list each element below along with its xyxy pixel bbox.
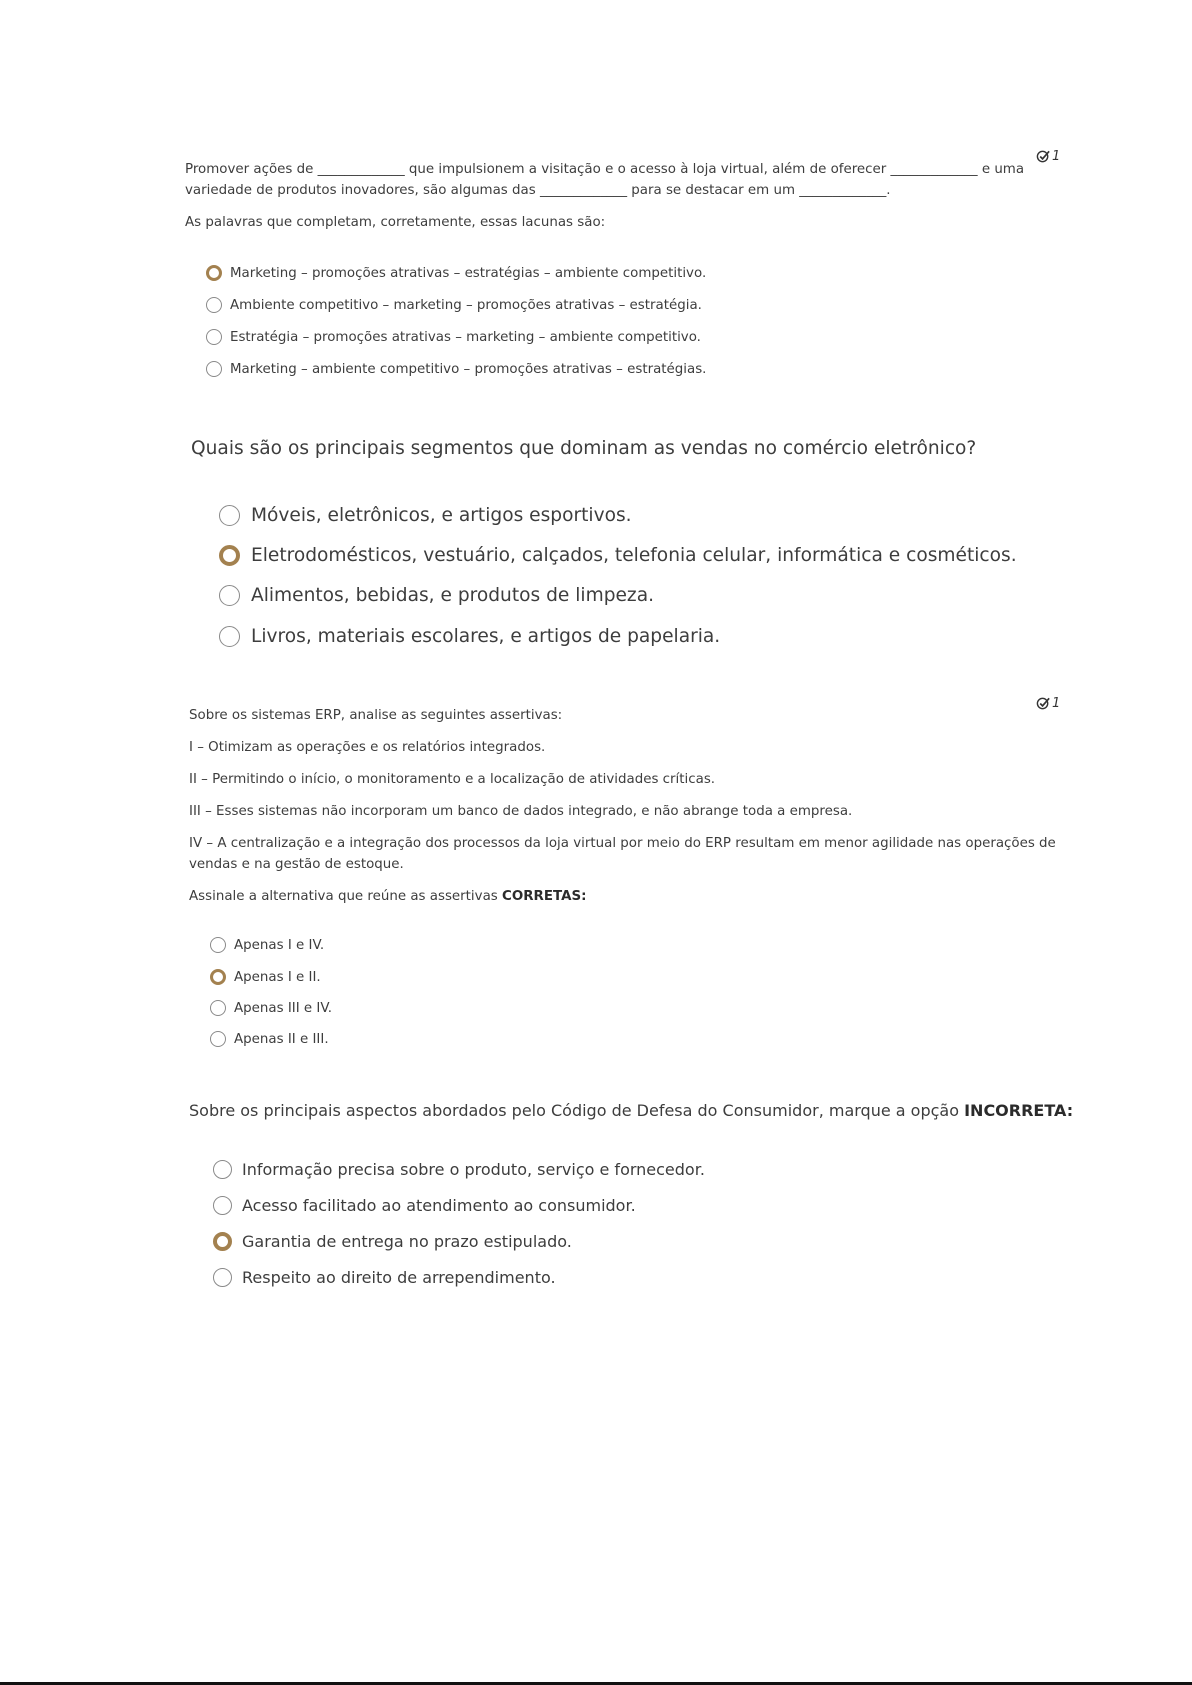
question-3-intro: Sobre os sistemas ERP, analise as seguintes assertivas: <box>189 708 563 723</box>
stem-text: Sobre os principais aspectos abordados pelo Código de Defesa do Consumidor, marque a opção <box>189 1101 965 1120</box>
option-q2-a[interactable] <box>219 505 632 526</box>
option-label: Apenas III e IV. <box>234 1000 333 1016</box>
option-label: Apenas I e IV. <box>234 937 325 953</box>
question-4-stem <box>189 1100 1073 1122</box>
assertion-2: II – Permitindo o início, o monitoramento e a localização de atividades críticas. <box>189 772 716 787</box>
radio-button[interactable] <box>213 1268 232 1287</box>
score-value: 1 <box>1052 149 1061 164</box>
prompt-text: Assinale a alternativa que reúne as assertivas <box>189 889 503 904</box>
score-value: 1 <box>1052 696 1061 711</box>
option-q1-c[interactable] <box>206 329 701 345</box>
option-q4-d[interactable] <box>213 1268 556 1287</box>
assertion-4-cont: vendas e na gestão de estoque. <box>189 857 404 872</box>
assertion-3: III – Esses sistemas não incorporam um banco de dados integrado, e não abrange toda a empresa. <box>189 804 853 819</box>
question-2 <box>191 436 976 462</box>
option-q1-a[interactable] <box>206 265 706 281</box>
assertion-1: I – Otimizam as operações e os relatórios integrados. <box>189 740 546 755</box>
radio-button[interactable] <box>219 585 240 606</box>
question-1 <box>185 159 1065 233</box>
option-q4-b[interactable] <box>213 1196 636 1215</box>
question-3 <box>189 705 1069 907</box>
option-q2-b[interactable] <box>219 545 1017 566</box>
option-label: Acesso facilitado ao atendimento ao consumidor. <box>242 1196 636 1215</box>
radio-button-selected[interactable] <box>213 1232 232 1251</box>
question-1-stem-line2: variedade de produtos inovadores, são algumas das _____________ para se destacar em um _____________. <box>185 183 891 198</box>
question-1-stem-line1: Promover ações de _____________ que impulsionem a visitação e o acesso à loja virtual, além de oferecer _____________ e uma <box>185 162 1025 177</box>
question-4 <box>189 1100 1073 1122</box>
option-label: Alimentos, bebidas, e produtos de limpeza. <box>251 585 654 606</box>
radio-button[interactable] <box>206 361 222 377</box>
radio-button-selected[interactable] <box>206 265 222 281</box>
option-q1-b[interactable] <box>206 297 702 313</box>
radio-button-selected[interactable] <box>210 969 226 985</box>
option-q4-a[interactable] <box>213 1160 705 1179</box>
radio-button[interactable] <box>213 1196 232 1215</box>
option-q3-d[interactable] <box>210 1031 329 1047</box>
option-label: Eletrodomésticos, vestuário, calçados, telefonia celular, informática e cosméticos. <box>251 545 1017 566</box>
radio-button[interactable] <box>213 1160 232 1179</box>
prompt-bold: CORRETAS: <box>502 889 587 904</box>
option-label: Apenas I e II. <box>234 969 321 985</box>
option-q1-d[interactable] <box>206 361 706 377</box>
assertion-4: IV – A centralização e a integração dos processos da loja virtual por meio do ERP resultam em menor agilidade nas operações de <box>189 836 1056 851</box>
option-label: Livros, materiais escolares, e artigos de papelaria. <box>251 626 721 647</box>
option-label: Marketing – ambiente competitivo – promoções atrativas – estratégias. <box>230 361 707 377</box>
option-q3-b[interactable] <box>210 969 321 985</box>
option-label: Informação precisa sobre o produto, serviço e fornecedor. <box>242 1160 705 1179</box>
option-label: Estratégia – promoções atrativas – marketing – ambiente competitivo. <box>230 329 701 345</box>
radio-button[interactable] <box>210 1031 226 1047</box>
option-label: Garantia de entrega no prazo estipulado. <box>242 1232 572 1251</box>
radio-button[interactable] <box>210 937 226 953</box>
question-2-stem: Quais são os principais segmentos que dominam as vendas no comércio eletrônico? <box>191 438 977 459</box>
option-q2-c[interactable] <box>219 585 654 606</box>
option-q3-c[interactable] <box>210 1000 332 1016</box>
option-label: Ambiente competitivo – marketing – promoções atrativas – estratégia. <box>230 297 702 313</box>
option-label: Móveis, eletrônicos, e artigos esportivos. <box>251 505 632 526</box>
radio-button[interactable] <box>206 329 222 345</box>
option-q4-c[interactable] <box>213 1232 572 1251</box>
option-q3-a[interactable] <box>210 937 324 953</box>
stem-bold: INCORRETA: <box>964 1101 1074 1120</box>
option-label: Apenas II e III. <box>234 1031 329 1047</box>
radio-button[interactable] <box>206 297 222 313</box>
radio-button[interactable] <box>219 505 240 526</box>
option-q2-d[interactable] <box>219 626 720 647</box>
question-3-prompt <box>189 886 1069 907</box>
option-label: Marketing – promoções atrativas – estratégias – ambiente competitivo. <box>230 265 707 281</box>
option-label: Respeito ao direito de arrependimento. <box>242 1268 556 1287</box>
radio-button[interactable] <box>219 626 240 647</box>
question-1-prompt: As palavras que completam, corretamente, essas lacunas são: <box>185 215 606 230</box>
radio-button-selected[interactable] <box>219 545 240 566</box>
radio-button[interactable] <box>210 1000 226 1016</box>
